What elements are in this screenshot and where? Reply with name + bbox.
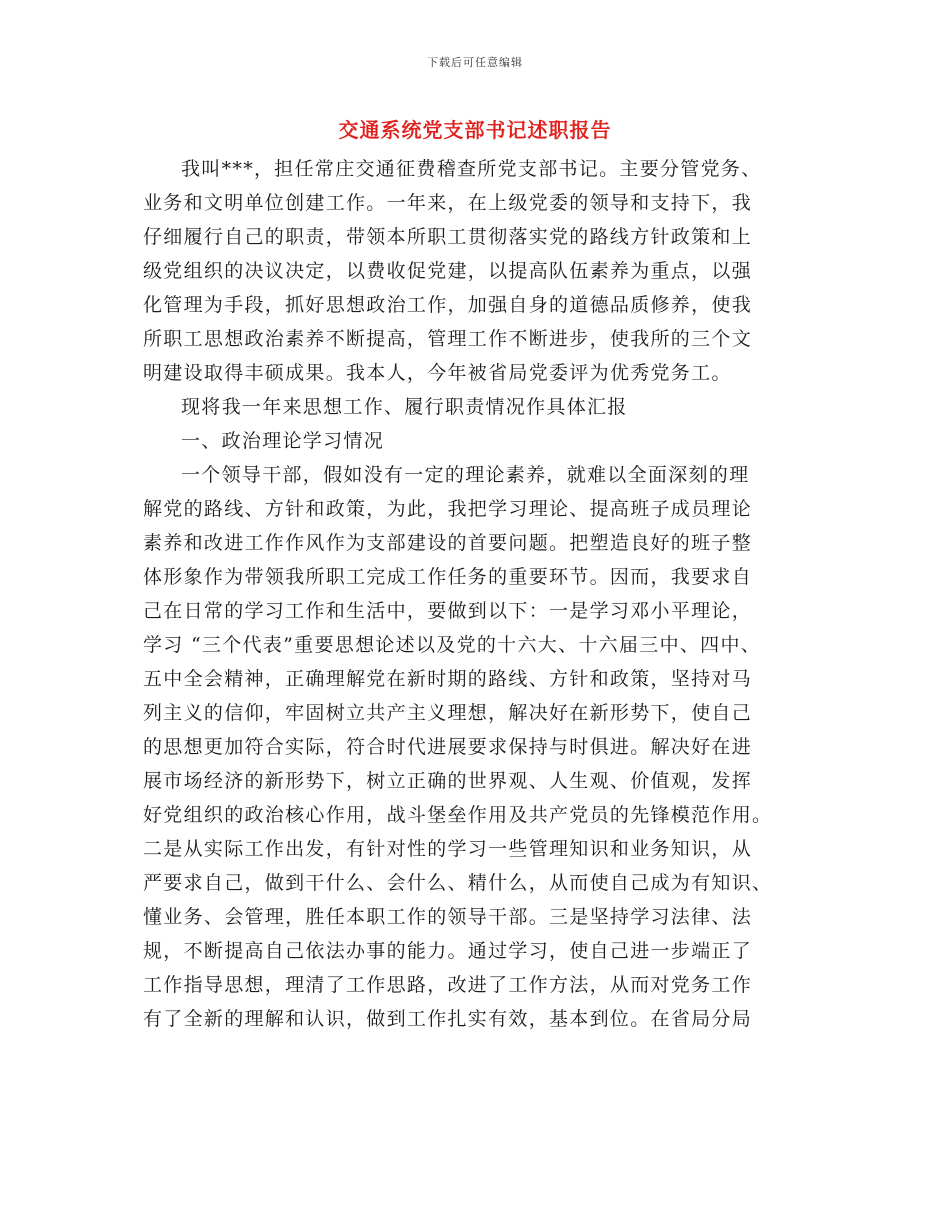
body-line: 有了全新的理解和认识，做到工作扎实有效，基本到位。在省局分局 xyxy=(143,1008,753,1030)
body-line: 一、政治理论学习情况 xyxy=(181,430,385,452)
document-body xyxy=(143,152,823,1036)
body-line: 素养和改进工作作风作为支部建设的首要问题。把塑造良好的班子整 xyxy=(143,532,753,554)
body-line: 好党组织的政治核心作用，战斗堡垒作用及共产党员的先锋模范作用。 xyxy=(143,804,773,826)
body-line: 的思想更加符合实际，符合时代进展要求保持与时俱进。解决好在进 xyxy=(143,736,753,758)
body-line: 己在日常的学习工作和生活中，要做到以下：一是学习邓小平理论， xyxy=(143,600,753,622)
body-line: 列主义的信仰，牢固树立共产主义理想，解决好在新形势下，使自己 xyxy=(143,702,753,724)
body-line: 所职工思想政治素养不断提高，管理工作不断进步，使我所的三个文 xyxy=(143,328,753,350)
body-line: 现将我一年来思想工作、履行职责情况作具体汇报 xyxy=(181,396,628,418)
body-line: 工作指导思想，理清了工作思路，改进了工作方法，从而对党务工作 xyxy=(143,974,753,996)
document-title: 交通系统党支部书记述职报告 xyxy=(338,118,612,142)
body-line: 体形象作为带领我所职工完成工作任务的重要环节。因而，我要求自 xyxy=(143,566,753,588)
body-line: 五中全会精神，正确理解党在新时期的路线、方针和政策，坚持对马 xyxy=(143,668,753,690)
body-line: 规，不断提高自己依法办事的能力。通过学习，使自己进一步端正了 xyxy=(143,940,753,962)
body-line: 业务和文明单位创建工作。一年来，在上级党委的领导和支持下，我 xyxy=(143,192,753,214)
body-line: 解党的路线、方针和政策，为此，我把学习理论、提高班子成员理论 xyxy=(143,498,753,520)
body-line: 严要求自己，做到干什么、会什么、精什么，从而使自己成为有知识、 xyxy=(143,872,773,894)
body-line: 明建设取得丰硕成果。我本人，今年被省局党委评为优秀党务工。 xyxy=(143,362,732,384)
body-line: 学习 “三个代表”重要思想论述以及党的十六大、十六届三中、四中、 xyxy=(143,634,762,656)
body-line: 级党组织的决议决定，以费收促党建，以提高队伍素养为重点，以强 xyxy=(143,260,753,282)
body-line: 化管理为手段，抓好思想政治工作，加强自身的道德品质修养，使我 xyxy=(143,294,753,316)
body-line: 仔细履行自己的职责，带领本所职工贯彻落实党的路线方针政策和上 xyxy=(143,226,753,248)
body-line: 懂业务、会管理，胜任本职工作的领导干部。三是坚持学习法律、法 xyxy=(143,906,753,928)
body-line: 二是从实际工作出发，有针对性的学习一些管理知识和业务知识，从 xyxy=(143,838,753,860)
body-line: 我叫***，担任常庄交通征费稽查所党支部书记。主要分管党务、 xyxy=(181,158,762,180)
header-note: 下载后可任意编辑 xyxy=(427,56,523,69)
body-line: 展市场经济的新形势下，树立正确的世界观、人生观、价值观，发挥 xyxy=(143,770,753,792)
body-line: 一个领导干部，假如没有一定的理论素养，就难以全面深刻的理 xyxy=(181,464,750,486)
